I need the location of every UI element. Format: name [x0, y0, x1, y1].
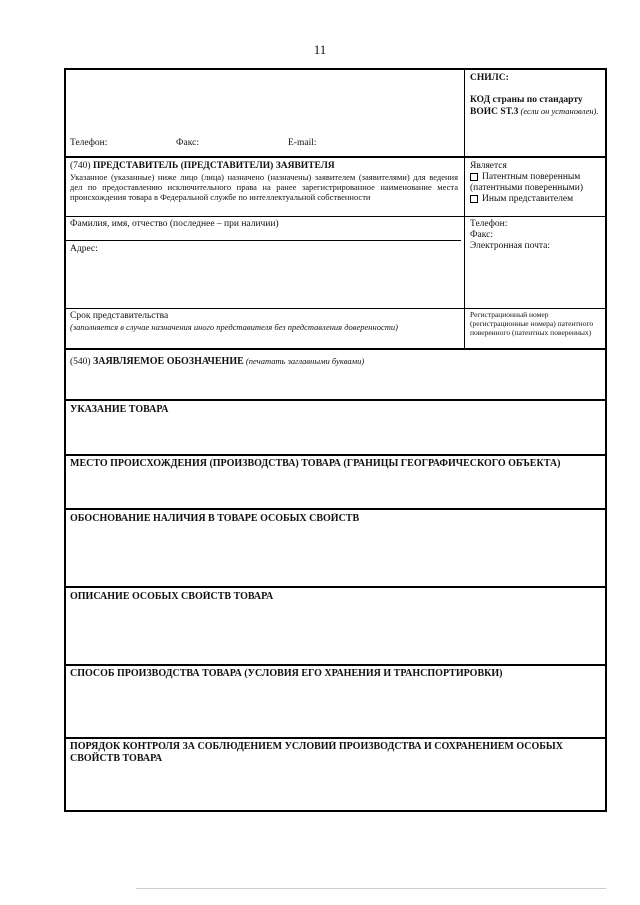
- reg-number-label: Регистрационный номер (регистрационные номера) патентного поверенного (патентных поверенных): [470, 310, 594, 337]
- control-section-title[interactable]: ПОРЯДОК КОНТРОЛЯ ЗА СОБЛЮДЕНИЕМ УСЛОВИЙ ПРОИЗВОДСТВА И СОХРАНЕНИЕМ ОСОБЫХ СВОЙСТВ ТОВАРА: [70, 741, 563, 764]
- divider: [66, 399, 605, 401]
- representative-description: Указанное (указанные) ниже лицо (лица) назначено (назначены) заявителем (заявителями) для ведения дел по предоставлению исключительного права на ранее зарегистрированное наименование места происхождения товара в Федеральной службе по интеллектуальной собственности: [70, 172, 458, 202]
- contact-cell: [470, 219, 608, 252]
- divider: [464, 158, 465, 348]
- designation-section[interactable]: [70, 351, 605, 369]
- page-bottom-line: [136, 888, 606, 889]
- divider: [66, 664, 605, 666]
- email-label: E-mail:: [288, 138, 317, 148]
- fio-label[interactable]: Фамилия, имя, отчество (последнее – при наличии): [70, 219, 279, 229]
- designation-code: (540): [70, 357, 93, 367]
- term-label: Срок представительства: [70, 311, 169, 321]
- option-other-representative[interactable]: Иным представителем: [470, 194, 608, 205]
- checkbox-icon[interactable]: [470, 195, 478, 203]
- goods-section-title[interactable]: УКАЗАНИЕ ТОВАРА: [70, 404, 169, 415]
- representative-type: [470, 161, 608, 205]
- address-label[interactable]: Адрес:: [70, 244, 98, 254]
- contact-phone-label[interactable]: Телефон:: [470, 219, 508, 229]
- snils-label: СНИЛС:: [470, 73, 509, 83]
- application-form: [64, 68, 607, 812]
- divider: [464, 70, 465, 162]
- page-number: 11: [313, 42, 327, 57]
- divider: [66, 737, 605, 739]
- term-cell[interactable]: [70, 311, 460, 332]
- divider: [66, 216, 605, 217]
- divider: [66, 156, 605, 158]
- snils-cell[interactable]: [470, 73, 606, 118]
- divider: [66, 586, 605, 588]
- contact-email-label[interactable]: Электронная почта:: [470, 241, 550, 251]
- divider: [66, 348, 605, 350]
- wipo-st3-label: ВОИС ST.3: [470, 107, 519, 117]
- properties-section-title[interactable]: ОПИСАНИЕ ОСОБЫХ СВОЙСТВ ТОВАРА: [70, 591, 274, 602]
- is-label: Является: [470, 161, 507, 171]
- divider: [66, 308, 605, 309]
- contact-fax-label[interactable]: Факс:: [470, 230, 493, 240]
- method-section-title[interactable]: СПОСОБ ПРОИЗВОДСТВА ТОВАРА (УСЛОВИЯ ЕГО ХРАНЕНИЯ И ТРАНСПОРТИРОВКИ): [70, 668, 503, 679]
- representative-header: [70, 161, 458, 202]
- term-note: (заполняется в случае назначения иного представителя без представления доверенности): [70, 322, 398, 332]
- origin-section-title[interactable]: МЕСТО ПРОИСХОЖДЕНИЯ (ПРОИЗВОДСТВА) ТОВАРА (ГРАНИЦЫ ГЕОГРАФИЧЕСКОГО ОБЪЕКТА): [70, 458, 561, 469]
- country-code-label: КОД страны по стандарту: [470, 95, 583, 105]
- option-patent-attorney[interactable]: Патентным поверенным (патентными поверенными): [470, 172, 584, 193]
- designation-note: (печатать заглавными буквами): [243, 356, 365, 366]
- divider: [66, 508, 605, 510]
- phone-label: Телефон:: [70, 138, 108, 148]
- designation-title: ЗАЯВЛЯЕМОЕ ОБОЗНАЧЕНИЕ: [92, 356, 244, 367]
- wipo-note: (если он установлен).: [518, 106, 599, 116]
- divider: [66, 454, 605, 456]
- representative-title: ПРЕДСТАВИТЕЛЬ (ПРЕДСТАВИТЕЛИ) ЗАЯВИТЕЛЯ: [92, 161, 335, 171]
- divider: [66, 240, 461, 241]
- fax-label: Факс:: [176, 138, 199, 148]
- representative-code: (740): [70, 161, 93, 171]
- checkbox-icon[interactable]: [470, 173, 478, 181]
- justification-section-title[interactable]: ОБОСНОВАНИЕ НАЛИЧИЯ В ТОВАРЕ ОСОБЫХ СВОЙСТВ: [70, 513, 360, 524]
